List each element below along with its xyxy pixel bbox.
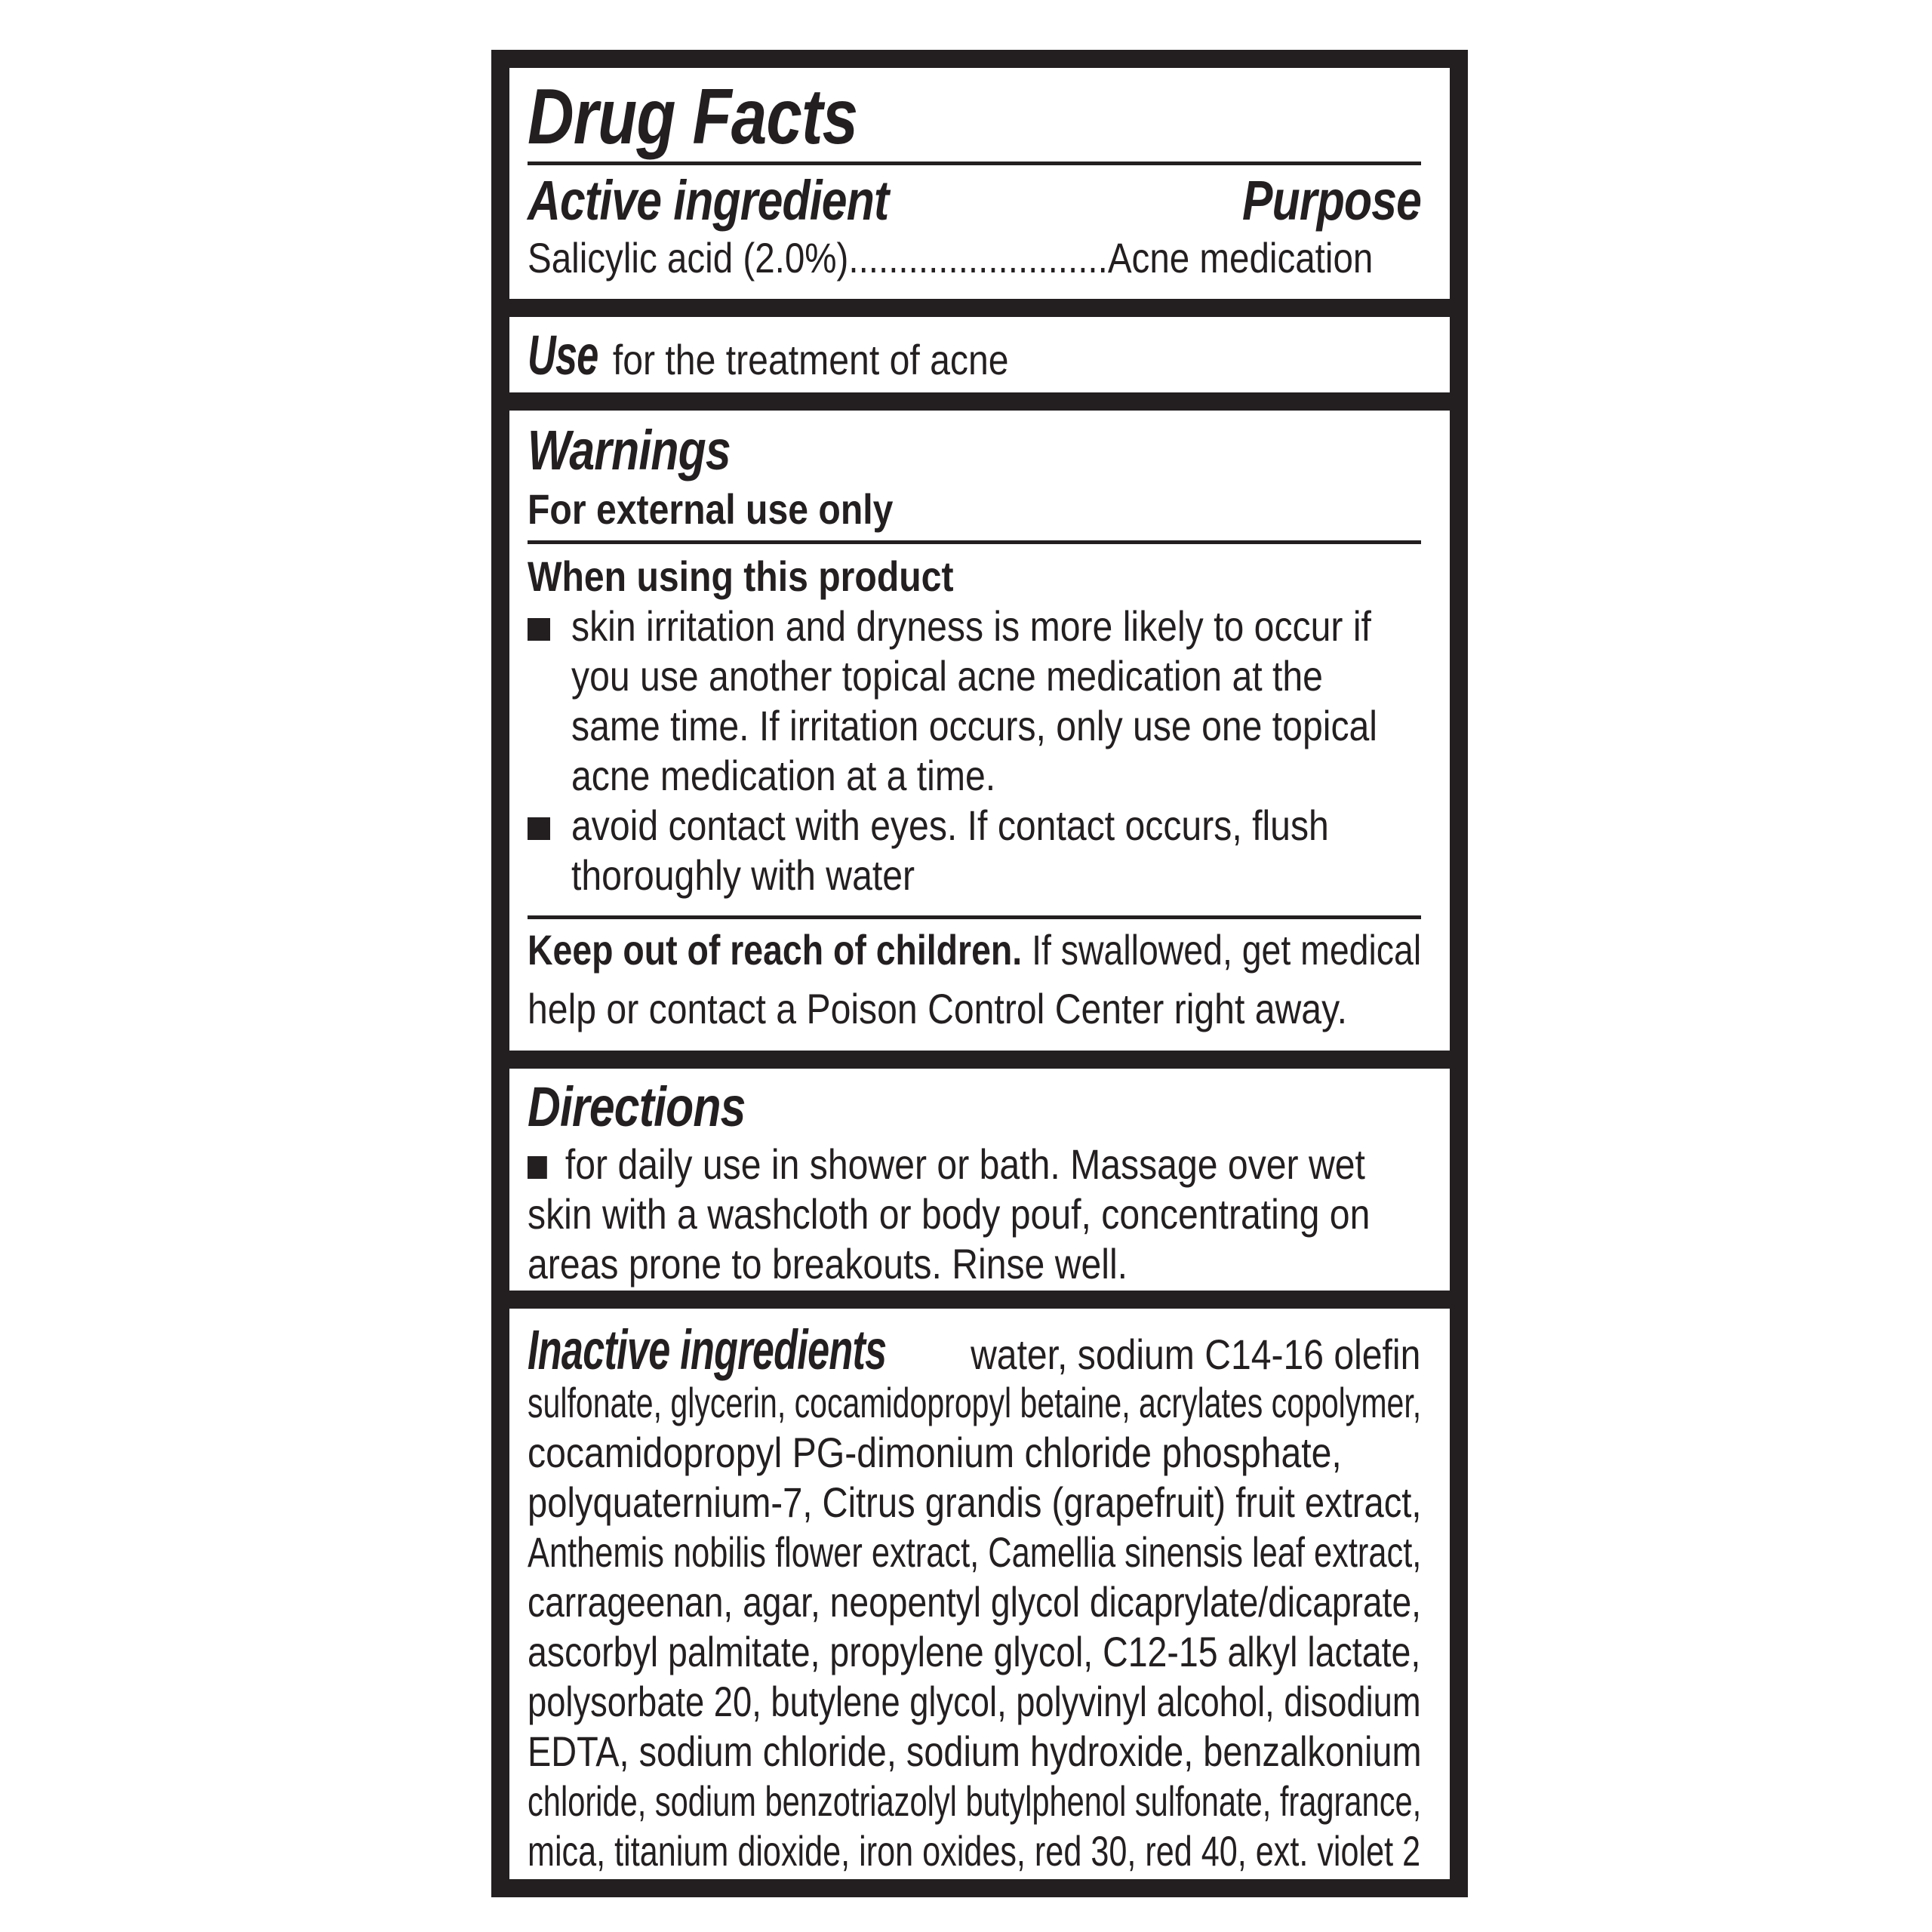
inactive-ingredients-section [509, 1309, 1450, 1879]
inactive-line: cocamidopropyl PG-dimonium chloride phosphate, [528, 1429, 1342, 1476]
list-item [528, 801, 1421, 900]
inactive-line: chloride, sodium benzotriazolyl butylphenol sulfonate, fragrance, [528, 1777, 1422, 1825]
directions-heading: Directions [528, 1075, 746, 1138]
inactive-line: mica, titanium dioxide, iron oxides, red 30, red 40, ext. violet 2 [528, 1827, 1421, 1875]
bullet-line: skin irritation and dryness is more likely to occur if [571, 602, 1371, 650]
directions-line: for daily use in shower or bath. Massage over wet [565, 1140, 1365, 1188]
directions-section [509, 1069, 1450, 1291]
keep-out-of-reach-text [528, 925, 1422, 975]
inactive-line: EDTA, sodium chloride, sodium hydroxide, benzalkonium [528, 1727, 1422, 1775]
directions-line: areas prone to breakouts. Rinse well. [528, 1240, 1128, 1287]
divider [528, 540, 1421, 544]
active-ingredient-heading: Active ingredient [528, 169, 889, 232]
keep-out-line-2: help or contact a Poison Control Center right away. [528, 985, 1347, 1032]
bullet-line: same time. If irritation occurs, only use one topical [571, 702, 1378, 749]
inactive-ingredients-heading: Inactive ingredients [528, 1318, 887, 1381]
inactive-line: carrageenan, agar, neopentyl glycol dicaprylate/dicaprate, [528, 1578, 1421, 1626]
inactive-line: polysorbate 20, butylene glycol, polyvinyl alcohol, disodium [528, 1678, 1421, 1725]
external-use-text: For external use only [528, 485, 894, 533]
inactive-first-line: water, sodium C14-16 olefin [971, 1331, 1421, 1378]
use-text: for the treatment of acne [612, 336, 1009, 383]
list-item [528, 1140, 1365, 1189]
warnings-section [509, 411, 1450, 1051]
bullet-line: you use another topical acne medication at the [571, 652, 1323, 700]
inactive-line: sulfonate, glycerin, cocamidopropyl betaine, acrylates copolymer, [528, 1379, 1422, 1426]
drug-facts-panel [491, 50, 1468, 1897]
divider [528, 162, 1421, 165]
active-ingredient-section [509, 68, 1450, 299]
when-using-heading: When using this product [528, 552, 954, 600]
divider [528, 915, 1421, 919]
active-ingredient-line: Salicylic acid (2.0%)..........................Acne medication [528, 234, 1374, 281]
warnings-heading: Warnings [528, 419, 731, 481]
bullet-line: acne medication at a time. [571, 752, 996, 799]
list-item [528, 601, 1421, 801]
bullet-line: thoroughly with water [571, 851, 915, 899]
keep-out-bold: Keep out of reach of children. [528, 926, 1023, 974]
drug-facts-title: Drug Facts [528, 73, 858, 161]
directions-line: skin with a washcloth or body pouf, concentrating on [528, 1190, 1371, 1238]
purpose-heading: Purpose [1241, 169, 1421, 232]
bullet-line: avoid contact with eyes. If contact occurs, flush [571, 801, 1329, 849]
use-section [509, 317, 1450, 392]
inactive-line: polyquaternium-7, Citrus grandis (grapefruit) fruit extract, [528, 1478, 1422, 1526]
bullet-icon [528, 601, 571, 801]
inactive-line: ascorbyl palmitate, propylene glycol, C12-15 alkyl lactate, [528, 1628, 1421, 1675]
bullet-icon [528, 1140, 565, 1189]
keep-out-line: If swallowed, get medical [1032, 926, 1422, 974]
use-heading: Use [528, 324, 598, 386]
bullet-icon [528, 801, 571, 900]
inactive-line: Anthemis nobilis flower extract, Camellia sinensis leaf extract, [528, 1528, 1422, 1576]
